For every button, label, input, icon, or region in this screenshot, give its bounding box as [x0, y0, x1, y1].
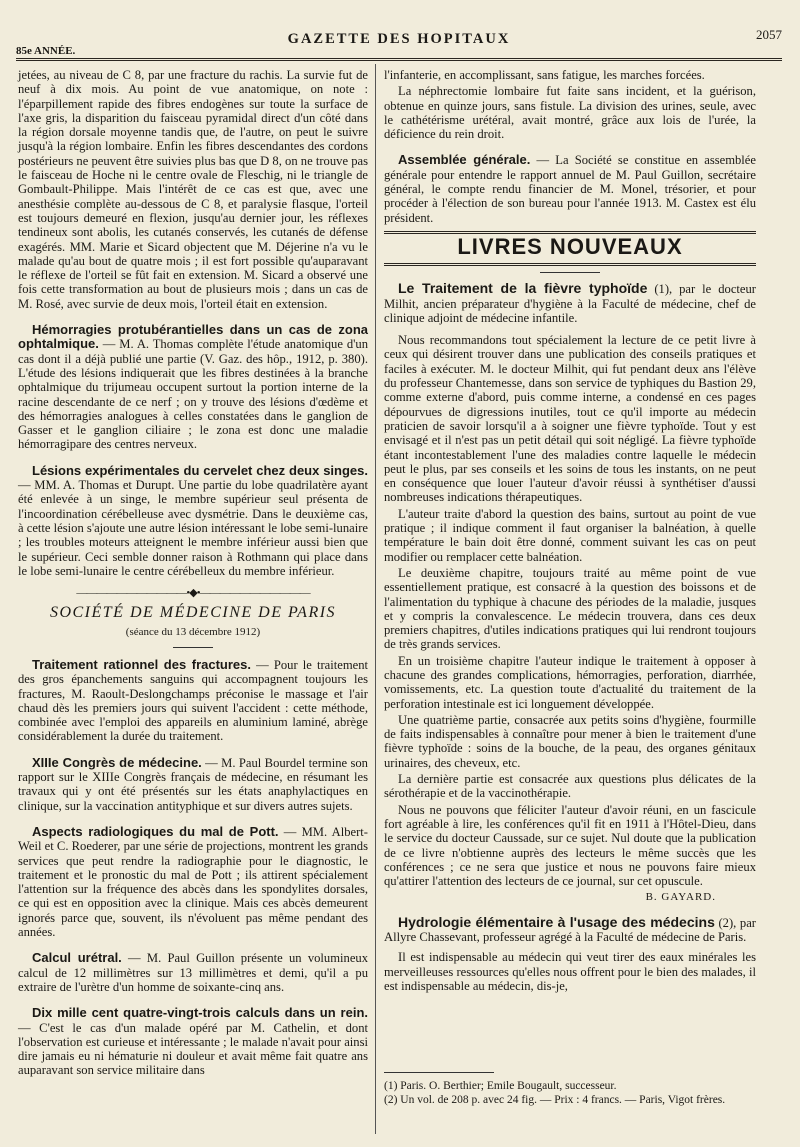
intro-paragraph: jetées, au niveau de C 8, par une fracture du rachis. La survie fut de neuf à dix mois. Au point de vue anatomique, on note : l'éparpillement rapide des fibres endogènes sur toute la surface de l'axe gris, la disparition du faisceau pyramidal direct d'un côté dans la région dorsale moyenne tandis que, de l'autre, on peut le suivre jusqu'à la région lombaire. Enfin les fibres descendantes des cordons postérieurs ne peuvent être suivies plus bas que D 8, on ne trouve pas le faisceau de Hoche ni le centre ovale de Fleschig, ni le triangle de Gombault-Philippe. Mais l'intérêt de ce cas est que, avec une anesthésie complète au-dessous de C 8, et paralysie flasque, l'orteil est toujours demeuré en flexion, jusqu'au dernier jour, les réflexes tendineux sont abolis, les cutanés conservés, les cutanés de défense exagérés. MM. Marie et Sicard objectent que M. Déjerine n'a vu le malade qu'au bout de quatre mois ; il est fort possible qu'auparavant le réflexe de l'orteil se fût fait en extension. M. Sicard a observé une fois cette transformation au bout de plusieurs mois ; dans un cas de M. Rosé, avec survie de deux mois, l'orteil était en extension.: [18, 68, 368, 311]
section-fractures: [18, 658, 368, 744]
section-calcul: [18, 951, 368, 994]
livres-nouveaux-banner: [384, 231, 756, 273]
section-body: — Pour le traitement des gros épanchements sanguins qui accompagnent toujours les fractures, M. Raoult-Deslongchamps préconise le massage et l'air chaud dès les premiers jours qui suivent l'accident : cette méthode, combinée avec l'emploi des appareils en aluminium laminé, abrège considérablement la durée du traitement.: [18, 657, 368, 744]
section-title: Traitement rationnel des fractures.: [32, 656, 252, 672]
nephrectomy-paragraph: La néphrectomie lombaire fut faite sans incident, et la guérison, obtenue en quinze jours, sans fistule. La division des urines, seule, avec le cathétérisme urétéral, avait montré, grâce aux lois de l'urée, la déficience du rein droit.: [384, 84, 756, 142]
section-body: — MM. Albert-Weil et C. Roederer, par une série de projections, montrent les grands services que peut rendre la radiographie pour le diagnostic, le traitement et le pronostic du mal de Pott ; ils attirent spécialement l'attention sur la fréquence des abcès dans les spondylites dorsales, ce qui est en opposition avec la clinique. Mais ces abcès demeurent ignorés parce que, souvent, ils n'évoluent pas même pendant des années.: [18, 824, 369, 940]
short-rule: [173, 647, 213, 648]
review-paragraph: En un troisième chapitre l'auteur indique le traitement à opposer à chacune des grandes complications, hémorragies, perforation, diarrhée, vomissements, etc. La question toute d'actualité du traitement de la perforation intestinale est ici longuement développée.: [384, 653, 756, 711]
review-paragraph: Nous ne pouvons que féliciter l'auteur d'avoir réuni, en un fascicule fort agréable à lire, les conférences qu'il fit en 1911 à l'Hôtel-Dieu, dans le service du docteur Caussade, sur ce sujet. Nul doute que la publication de ce livre n'obtienne auprès des lecteurs le même succès que les conférences ; ce ne sera que justice et nous ne pouvons faire mieux qu'attirer l'attention des lecteurs de ce journal, sur cet opuscule.: [384, 802, 756, 889]
section-body: — La Société se constitue en assemblée générale pour entendre le rapport annuel de M. Paul Guillon, secrétaire général, le compte rendu financier de M. Monel, trésorier, et pour procéder à l'élection de son bureau pour l'année 1913. M. Castex est élu président.: [384, 153, 756, 225]
society-session: (séance du 13 décembre 1912): [125, 625, 261, 638]
book-1-heading: [384, 281, 756, 325]
left-column: [18, 68, 368, 1080]
section-title: Dix mille cent quatre-vingt-trois calculs dans un rein.: [32, 1005, 368, 1021]
review-paragraph: Le deuxième chapitre, toujours traité au même point de vue essentiellement pratique, est consacré à la question des boissons et de l'alimentation du typhique à chacune des périodes de la maladie, jusques et y compris la convalescence. Le médecin trouvera, dans ces deux premiers chapitres, d'utiles indications pratiques qui lui rendront toujours de très grands services.: [384, 565, 756, 652]
review-paragraph: Nous recommandons tout spécialement la lecture de ce petit livre à ceux qui désirent trouver dans une publication des conseils pratiques et faciles à exécuter. M. le docteur Milhit, qui fut pendant deux ans l'élève du professeur Chantemesse, dans son service de typhiques du Bastion 29, comme externe d'abord, puis comme interne, a condensé en ces pages dépourvues de digressions inutiles, tout ce qu'il importe au médecin praticien de savoir lorsqu'il a à soigner une fièvre typhoïde. Tout y est envisagé et il n'est pas un petit détail qui soit négligé. La fièvre typhoïde étant incontestablement l'une des maladies contre laquelle le médecin peut le plus, par ses conseils et les soins de tous les instants, on ne peut en conséquence que louer l'auteur d'avoir réussi à synthétiser d'aussi nombreuses indications thérapeutiques.: [384, 333, 756, 505]
book-2-heading: [384, 915, 756, 945]
section-hemorragies: [18, 323, 368, 452]
section-title: Aspects radiologiques du mal de Pott.: [32, 823, 279, 839]
section-body: — M. Paul Bourdel termine son rapport sur le XIIIe Congrès français de médecine, en résumant les travaux qui y ont été présentés sur les états anaphylactiques en clinique, sur la vaccination antityphique et sur divers autres sujets.: [18, 755, 368, 813]
book-title: Hydrologie élémentaire à l'usage des médecins: [398, 913, 715, 930]
society-title: SOCIÉTÉ DE MÉDECINE DE PARIS: [49, 604, 337, 622]
volume-year: 85e ANNÉE.: [16, 45, 76, 57]
section-body: — C'est le cas d'un malade opéré par M. Cathelin, et dont l'observation est curieuse et intéressante ; le malade n'avait pour ainsi dire jamais eu ni hématurie ni douleur et avait même fait quatre ans auparavant son service militaire dans: [18, 1020, 368, 1078]
right-column: [384, 68, 756, 995]
journal-title: GAZETTE DES HOPITAUX: [287, 31, 511, 47]
review-paragraph: L'auteur traite d'abord la question des bains, surtout au point de vue pratique ; il indique comment il faut organiser la balnéation, à quelle température le bain doit être donné, comment suivant les cas on peut modifier ou remplacer cette balnéation.: [384, 506, 756, 564]
section-assemblee: [384, 153, 756, 224]
fleuron-divider: ———————————•◆•———————————: [76, 587, 310, 600]
section-title: Assemblée générale.: [398, 152, 531, 168]
section-dix-mille: [18, 1006, 368, 1077]
section-body: — MM. A. Thomas et Durupt. Une partie du lobe quadrilatère ayant été enlevée à un singe, le membre supérieur seul présenta de l'incoordination cérébelleuse avec dysmétrie. Dans le deuxième cas, à cette lésion s'ajoute une autre lésion intéressant le lobe semi-lunaire ; les troubles moteurs atteignent le membre inférieur aussi bien que le supérieur. Ceci semble donner raison à Rothmann qui place dans le lobe semi-lunaire le centre cérébelleux du membre inférieur.: [18, 478, 368, 578]
book-title: Le Traitement de la fièvre typhoïde: [398, 280, 648, 297]
section-title: Hémorragies protubérantielles dans un cas de zona ophtalmique.: [18, 322, 368, 352]
section-pott: [18, 825, 368, 939]
section-title: XIIIe Congrès de médecine.: [32, 754, 202, 770]
section-title: Lésions expérimentales du cervelet chez deux singes.: [32, 462, 368, 478]
review-paragraph: Il est indispensable au médecin qui veut tirer des eaux minérales les merveilleuses ressources qu'elles nous offrent pour le bien des malades, il est indispensable au médecin, dis-je,: [384, 950, 756, 993]
page-header: [16, 27, 782, 60]
continued-paragraph: l'infanterie, en accomplissant, sans fatigue, les marches forcées.: [384, 68, 705, 82]
page-number: 2057: [756, 27, 782, 42]
reviewer-signature: B. GAYARD.: [645, 891, 716, 904]
header-rule: [16, 58, 782, 61]
livres-title: LIVRES NOUVEAUX: [457, 233, 683, 259]
footnote-1: (1) Paris. O. Berthier; Emile Bougault, successeur.: [384, 1080, 617, 1092]
column-divider: [375, 64, 376, 1134]
footnote-rule: [384, 1072, 494, 1073]
review-paragraph: Une quatrième partie, consacrée aux petits soins d'hygiène, fourmille de faits indispensables à connaître pour mener à bien le traitement d'une fièvre typhoïde : soins de la bouche, de la peau, des organes génitaux urinaires, des cheveux, etc.: [384, 712, 756, 770]
book-subtitle: (1), par le docteur Milhit, ancien préparateur d'hygiène à la Faculté de médecine, chef de clinique adjoint de médecine infantile.: [384, 282, 756, 325]
section-cervelet: [18, 464, 368, 578]
section-title: Calcul urétral.: [32, 950, 122, 966]
book-subtitle: (2), par Allyre Chassevant, professeur agrégé à la Faculté de médecine de Paris.: [384, 915, 757, 945]
footnotes: [384, 1072, 756, 1107]
section-body: — M. A. Thomas complète l'étude anatomique d'un cas dont il a déjà publié une partie (V. Gaz. des hôp., 1912, p. 380). L'étude des lésions indiquerait que les fibres destinées à la branche ophtalmique du trijumeau occupent surtout la portion interne de la racine descendante de ce nerf ; on y trouve des lésions d'œdème et des hémorragies analogues à celles constatées dans le ganglion de Gasser et le ganglion ciliaire ; le zona est donc une maladie hémorragipare des centres nerveux.: [18, 337, 368, 452]
footnote-2: (2) Un vol. de 208 p. avec 24 fig. — Prix : 4 francs. — Paris, Vigot frères.: [384, 1094, 726, 1106]
short-rule: [540, 272, 600, 273]
section-body: — M. Paul Guillon présente un volumineux calcul de 12 millimètres sur 13 millimètres et demi, qu'il a pu extraire de l'urètre d'un homme de soixante-cinq ans.: [18, 951, 369, 994]
review-paragraph: La dernière partie est consacrée aux questions plus délicates de la sérothérapie et de la vaccinothérapie.: [384, 772, 756, 801]
section-congres: [18, 756, 368, 813]
